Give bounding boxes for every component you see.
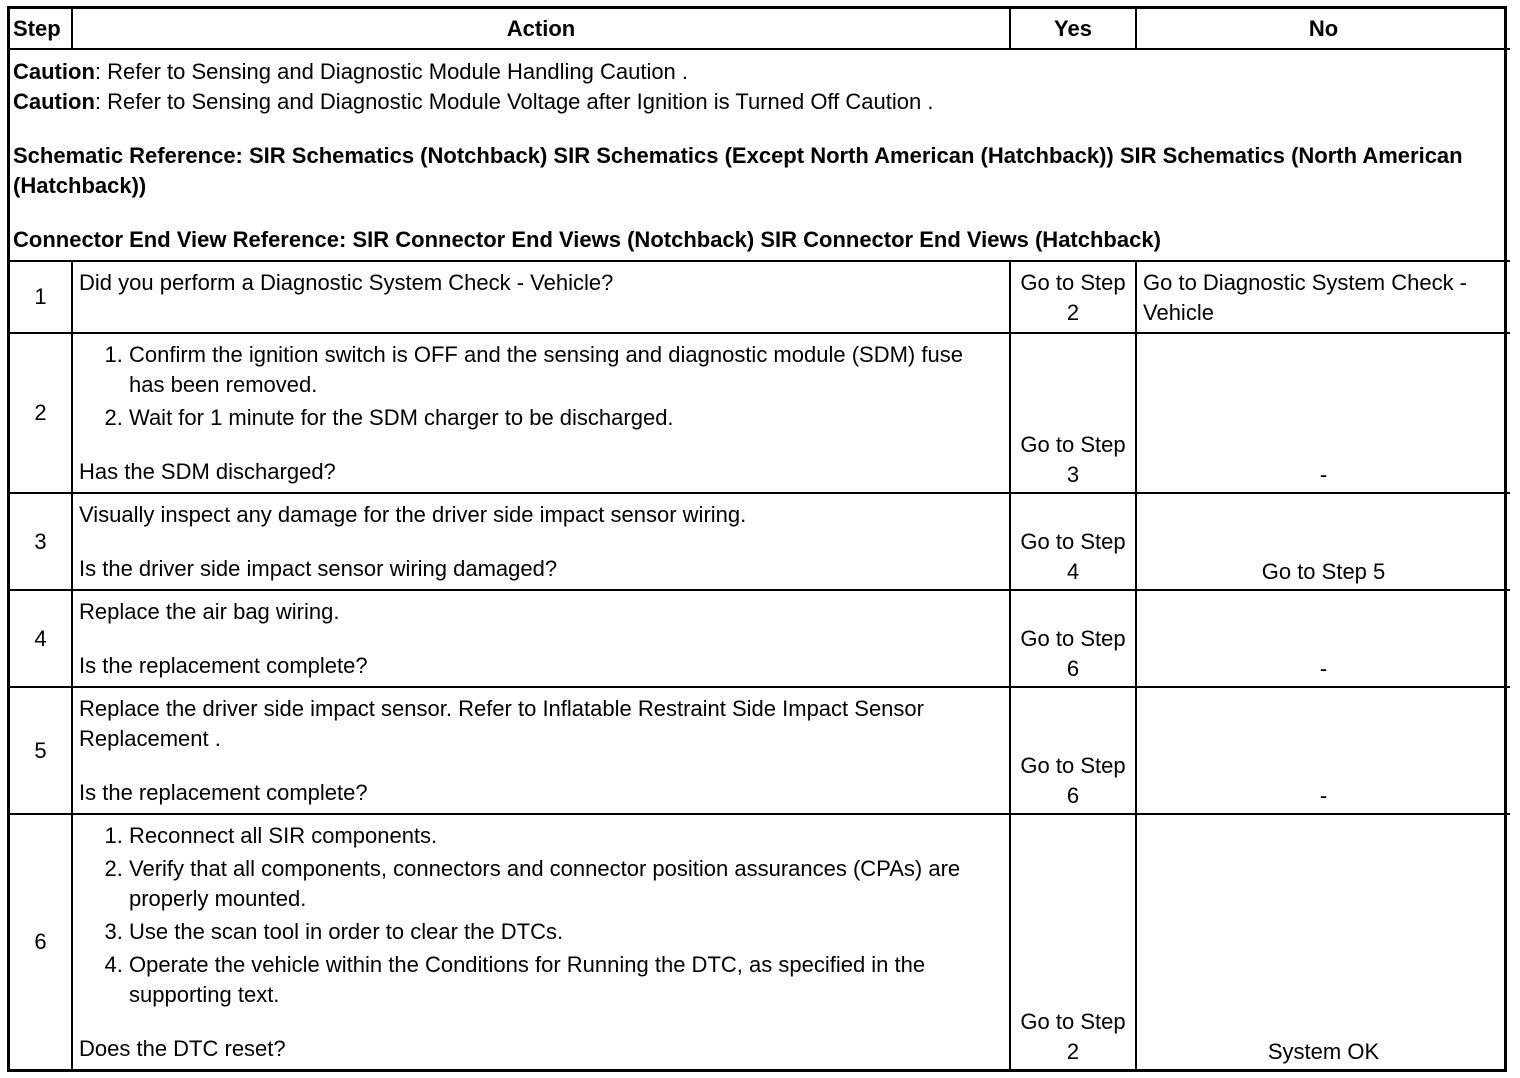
action-cell [72, 590, 1010, 687]
yes-cell: Go to Step 6 [1010, 687, 1136, 814]
caution-1-label: Caution [13, 59, 95, 84]
caution-1 [13, 57, 1507, 87]
caution-1-text: : Refer to Sensing and Diagnostic Module Handling Caution . [94, 59, 689, 84]
table-row [10, 814, 1510, 1069]
header-yes: Yes [1010, 9, 1136, 49]
yes-cell: Go to Step 6 [1010, 590, 1136, 687]
action-question: Does the DTC reset? [79, 1036, 286, 1061]
no-cell: Go to Diagnostic System Check - Vehicle [1136, 261, 1510, 333]
table-row [10, 687, 1510, 814]
list-item: 2. Verify that all components, connectors and connector position assurances (CPAs) are properly mounted. [129, 854, 1003, 914]
table-header-row [10, 9, 1510, 49]
yes-cell: Go to Step 2 [1010, 814, 1136, 1069]
caution-2-label: Caution [13, 89, 95, 114]
yes-cell: Go to Step 2 [1010, 261, 1136, 333]
schematic-reference: Schematic Reference: SIR Schematics (Notchback) SIR Schematics (Except North American (Hatchback)) SIR Schematics (North American (Hatchback)) [13, 143, 1463, 198]
action-cell [72, 493, 1010, 590]
header-no: No [1136, 9, 1510, 49]
header-action: Action [72, 9, 1010, 49]
action-question: Is the replacement complete? [79, 780, 368, 805]
diagnostic-table [10, 9, 1510, 1069]
action-question: Is the driver side impact sensor wiring damaged? [79, 556, 558, 581]
action-list [79, 821, 1003, 1010]
caution-2 [13, 87, 1507, 117]
action-cell [72, 687, 1010, 814]
action-text: Did you perform a Diagnostic System Check - Vehicle? [79, 270, 614, 295]
notes-cell [10, 49, 1510, 261]
diagnostic-table-document [7, 6, 1507, 1072]
action-text: Visually inspect any damage for the driver side impact sensor wiring. [79, 502, 747, 527]
action-question: Has the SDM discharged? [79, 459, 336, 484]
step-number: 5 [10, 687, 72, 814]
step-number: 6 [10, 814, 72, 1069]
no-cell: - [1136, 687, 1510, 814]
action-list [79, 340, 1003, 433]
step-number: 2 [10, 333, 72, 493]
yes-cell: Go to Step 3 [1010, 333, 1136, 493]
table-row [10, 261, 1510, 333]
action-cell [72, 261, 1010, 333]
list-item: 4. Operate the vehicle within the Conditions for Running the DTC, as specified in the supporting text. [129, 950, 1003, 1010]
caution-2-text: : Refer to Sensing and Diagnostic Module Voltage after Ignition is Turned Off Caution . [94, 89, 934, 114]
connector-reference: Connector End View Reference: SIR Connector End Views (Notchback) SIR Connector End Views (Hatchback) [13, 227, 1161, 252]
step-number: 3 [10, 493, 72, 590]
step-number: 4 [10, 590, 72, 687]
no-cell: - [1136, 590, 1510, 687]
notes-row [10, 49, 1510, 261]
action-text: Replace the air bag wiring. [79, 599, 340, 624]
no-cell: System OK [1136, 814, 1510, 1069]
list-item: 3. Use the scan tool in order to clear the DTCs. [129, 917, 1003, 947]
header-step: Step [10, 9, 72, 49]
no-cell: Go to Step 5 [1136, 493, 1510, 590]
list-item: 2. Wait for 1 minute for the SDM charger to be discharged. [129, 403, 1003, 433]
list-item: 1. Reconnect all SIR components. [129, 821, 1003, 851]
table-row [10, 590, 1510, 687]
table-row [10, 333, 1510, 493]
action-text: Replace the driver side impact sensor. Refer to Inflatable Restraint Side Impact Sensor Replacement . [79, 696, 924, 751]
action-question: Is the replacement complete? [79, 653, 368, 678]
action-cell [72, 814, 1010, 1069]
list-item: 1. Confirm the ignition switch is OFF and the sensing and diagnostic module (SDM) fuse has been removed. [129, 340, 1003, 400]
step-number: 1 [10, 261, 72, 333]
table-row [10, 493, 1510, 590]
action-cell [72, 333, 1010, 493]
no-cell: - [1136, 333, 1510, 493]
yes-cell: Go to Step 4 [1010, 493, 1136, 590]
